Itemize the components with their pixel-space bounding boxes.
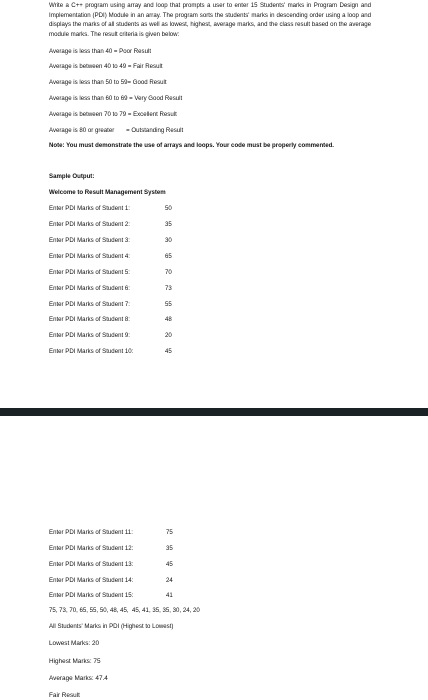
criteria-fair: Average is between 40 to 49 = Fair Result (49, 63, 163, 70)
entry-value: 70 (165, 269, 172, 276)
lowest-marks: Lowest Marks: 20 (49, 640, 100, 647)
entry-label: Enter PDI Marks of Student 13: (49, 561, 134, 568)
highest-marks: Highest Marks: 75 (49, 658, 101, 665)
criteria-good: Average is less than 50 to 59= Good Result (49, 79, 167, 86)
entry-value: 35 (166, 545, 173, 552)
entry-value: 35 (165, 221, 172, 228)
entry-label: Enter PDI Marks of Student 1: (49, 205, 130, 212)
entry-label: Enter PDI Marks of Student 9: (49, 332, 130, 339)
entry-label: Enter PDI Marks of Student 10: (49, 348, 134, 355)
entry-label: Enter PDI Marks of Student 2: (49, 221, 130, 228)
note: Note: You must demonstrate the use of arrays and loops. Your code must be properly commented. (49, 142, 334, 149)
entry-value: 48 (165, 316, 172, 323)
entry-label: Enter PDI Marks of Student 4: (49, 253, 130, 260)
entry-value: 41 (166, 592, 173, 599)
sorted-marks-heading: All Students' Marks in PDI (Highest to Lowest) (49, 623, 174, 630)
entry-label: Enter PDI Marks of Student 3: (49, 237, 130, 244)
document-page-2 (0, 416, 428, 700)
entry-label: Enter PDI Marks of Student 8: (49, 316, 130, 323)
criteria-very-good: Average is less than 60 to 69 = Very Good Result (49, 95, 183, 102)
entry-label: Enter PDI Marks of Student 14: (49, 577, 134, 584)
entry-value: 55 (165, 301, 172, 308)
entry-value: 24 (166, 577, 173, 584)
page-divider (0, 408, 428, 416)
criteria-excellent: Average is between 70 to 79 = Excellent Result (49, 111, 177, 118)
entry-label: Enter PDI Marks of Student 7: (49, 301, 130, 308)
entry-value: 20 (165, 332, 172, 339)
entry-value: 45 (166, 561, 173, 568)
sorted-marks-list: 75, 73, 70, 65, 55, 50, 48, 45, 45, 41, 35, 35, 30, 24, 20 (49, 607, 200, 614)
entry-value: 75 (166, 529, 173, 536)
class-result: Fair Result (49, 692, 80, 699)
entry-label: Enter PDI Marks of Student 6: (49, 285, 130, 292)
average-marks: Average Marks: 47.4 (49, 675, 108, 682)
entry-value: 45 (165, 348, 172, 355)
sample-output-heading: Sample Output: (49, 173, 95, 180)
entry-value: 65 (165, 253, 172, 260)
entry-label: Enter PDI Marks of Student 11: (49, 529, 133, 536)
entry-label: Enter PDI Marks of Student 5: (49, 269, 130, 276)
entry-label: Enter PDI Marks of Student 12: (49, 545, 134, 552)
entry-label: Enter PDI Marks of Student 15: (49, 592, 134, 599)
task-description: Write a C++ program using array and loop that prompts a user to enter 15 Students' marks in Program Design and Implementation (PDI) Module in an array. The program sorts the students' marks in descending order using a loop and displays the marks of all students as well as lowest, highest, average marks, and the class result based on the average module marks. The result criteria is given below: (49, 2, 371, 38)
entry-value: 50 (165, 205, 172, 212)
entry-value: 73 (165, 285, 172, 292)
criteria-outstanding: Average is 80 or greater = Outstanding Result (49, 127, 184, 134)
entry-value: 30 (165, 237, 172, 244)
criteria-poor: Average is less than 40 = Poor Result (49, 48, 152, 55)
welcome-line: Welcome to Result Management System (49, 189, 166, 196)
